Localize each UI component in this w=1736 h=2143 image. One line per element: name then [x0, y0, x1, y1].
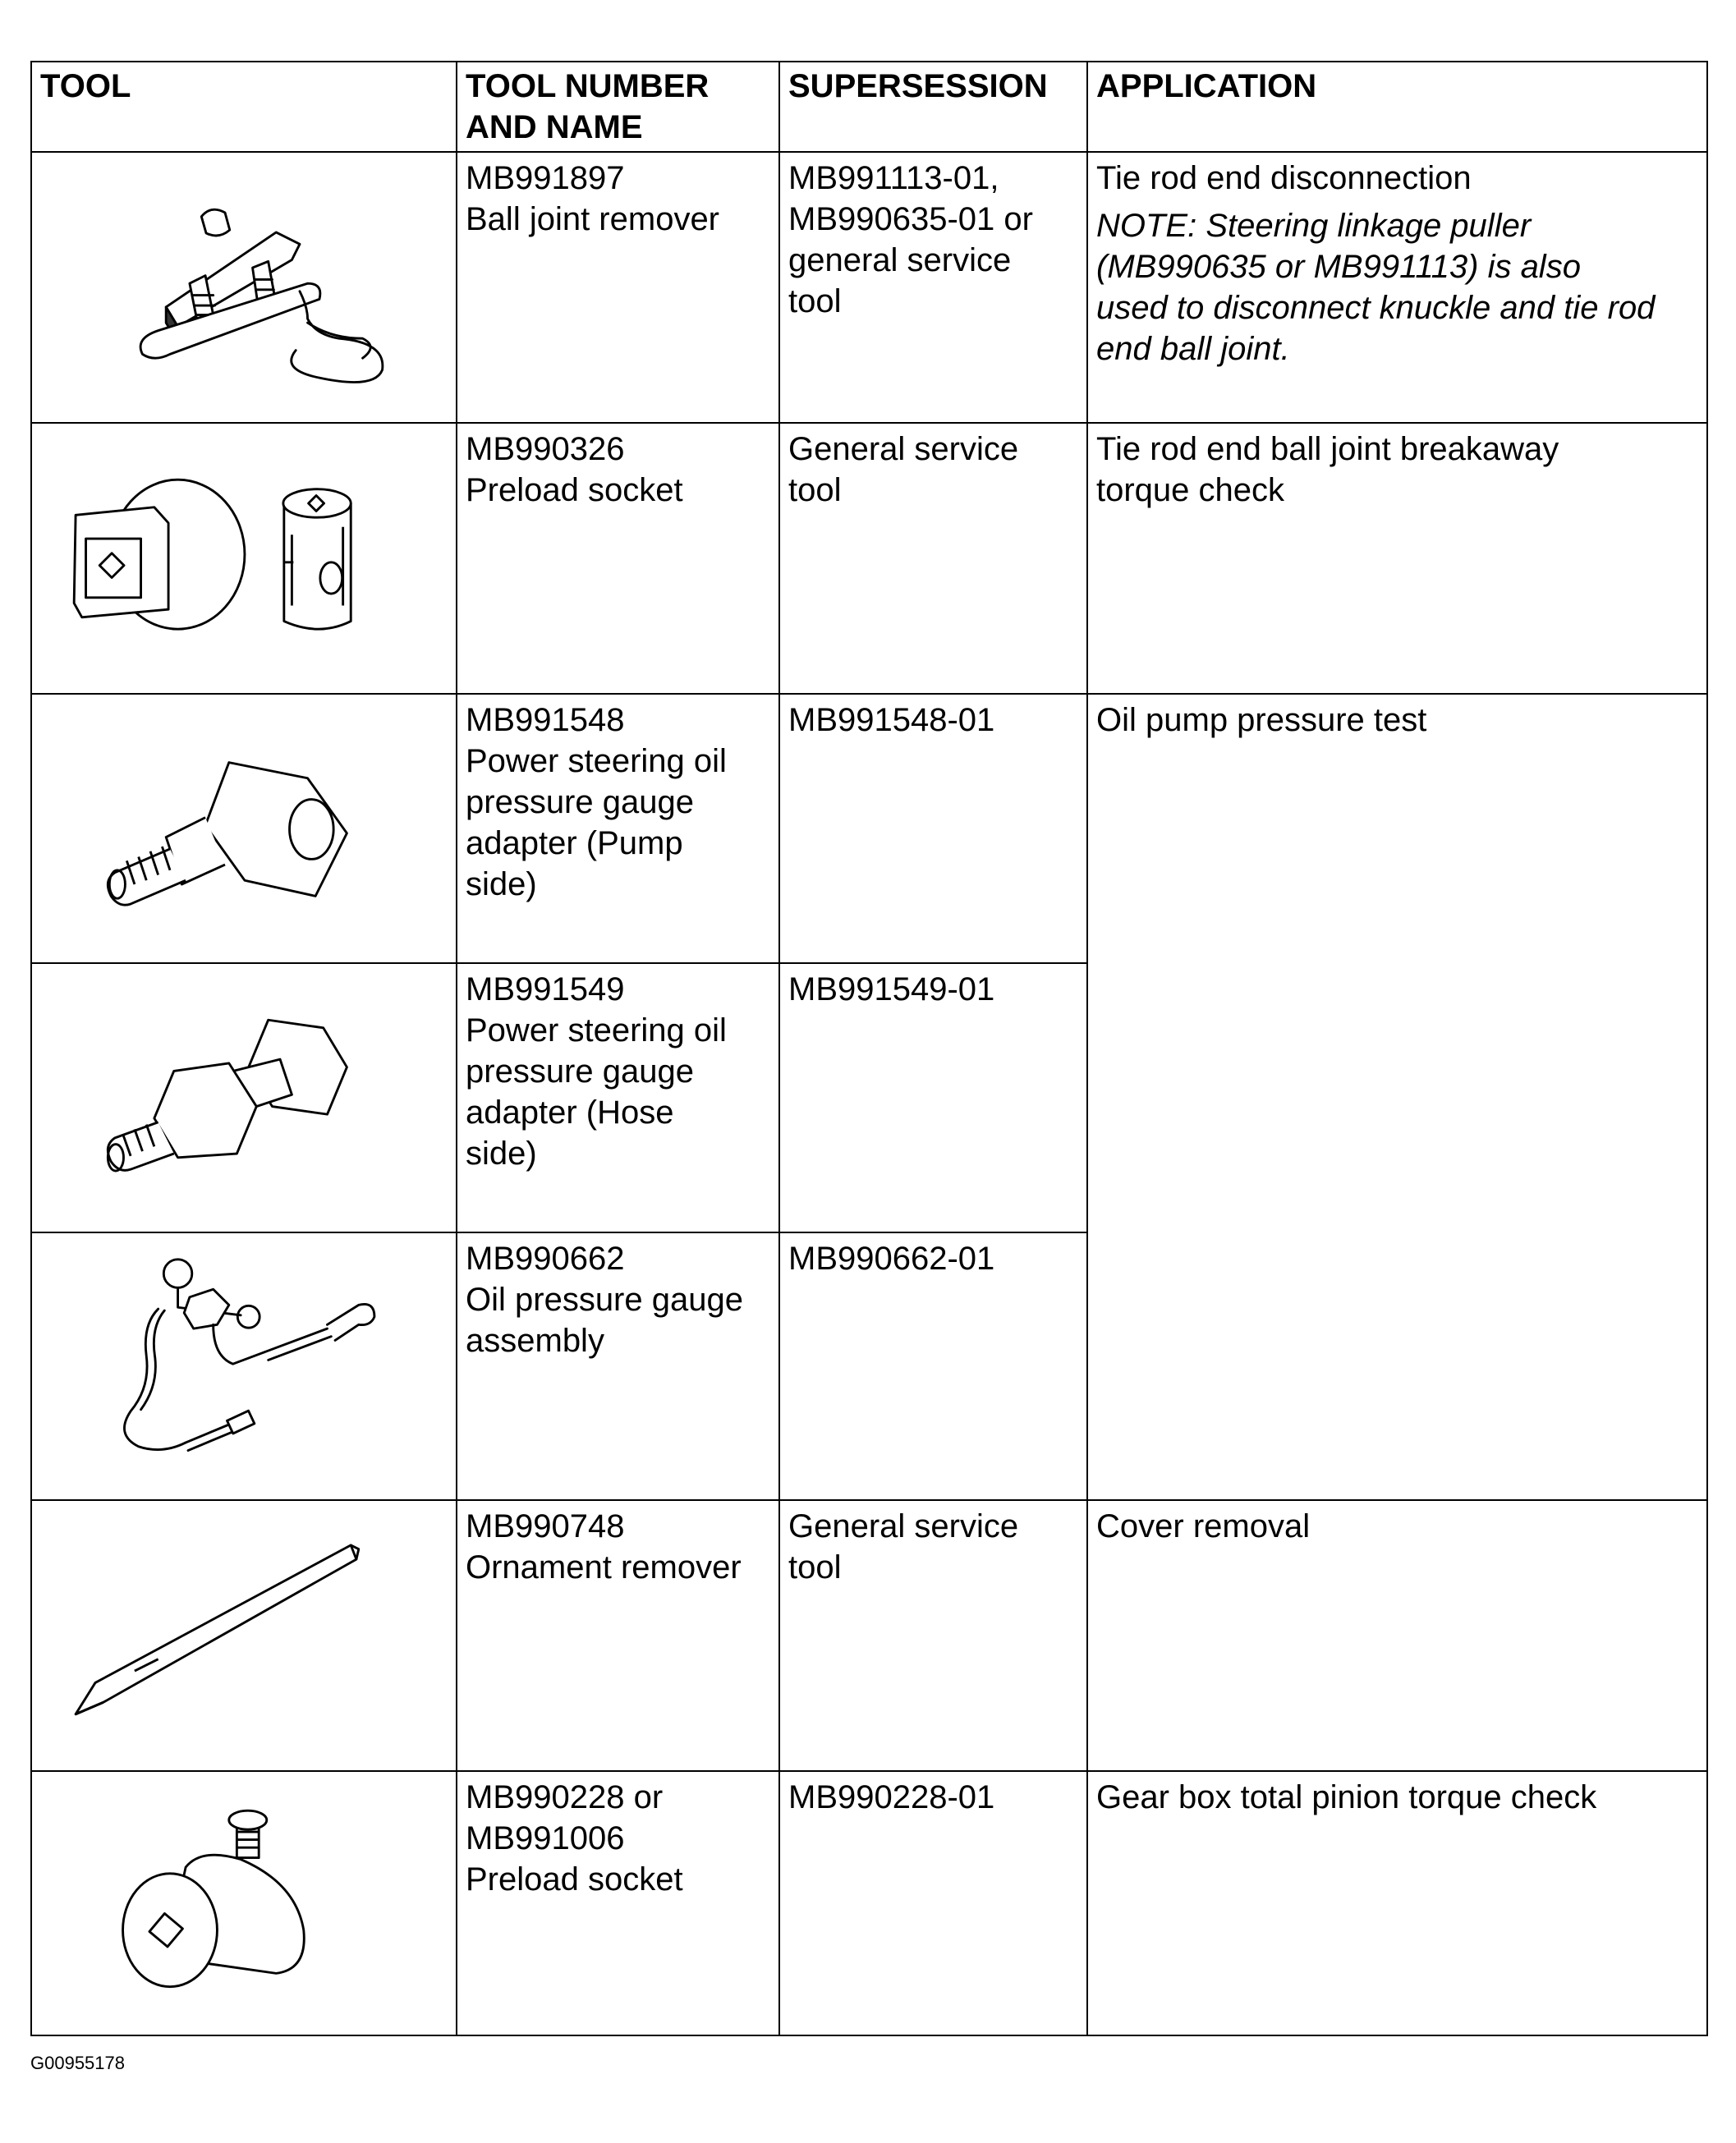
supersession-line: tool	[788, 283, 842, 319]
tool-name-line: side)	[466, 1136, 537, 1172]
tool-name-line: Power steering oil	[466, 1012, 727, 1049]
tool-number-line: MB991549	[466, 971, 625, 1007]
preload-socket-icon	[31, 423, 457, 694]
note-line: used to disconnect knuckle and tie rod	[1096, 290, 1656, 326]
special-tools-table	[30, 61, 1708, 2036]
tool-name-line: assembly	[466, 1323, 604, 1359]
tool-name-line: side)	[466, 866, 537, 902]
tool-number-line: MB990326	[466, 431, 625, 467]
application-cell	[1087, 1771, 1707, 2035]
ornament-remover-icon	[31, 1500, 457, 1771]
tool-name-line: Ornament remover	[466, 1549, 742, 1585]
tool-number-cell	[457, 694, 779, 963]
note-line: (MB990635 or MB991113) is also	[1096, 249, 1581, 285]
supersession-line: MB991548-01	[788, 702, 995, 738]
application-text: Tie rod end disconnection	[1096, 160, 1472, 196]
supersession-cell	[779, 1500, 1087, 1771]
application-cell	[1087, 423, 1707, 694]
tool-number-cell	[457, 1500, 779, 1771]
tool-name-line: pressure gauge	[466, 1053, 694, 1090]
tool-number-cell	[457, 963, 779, 1232]
tool-number-line: MB990662	[466, 1241, 625, 1277]
application-text: Oil pump pressure test	[1096, 702, 1427, 738]
hose-side-adapter-icon	[31, 963, 457, 1232]
application-line: Tie rod end ball joint breakaway	[1096, 431, 1559, 467]
supersession-cell	[779, 694, 1087, 963]
supersession-line: general service	[788, 242, 1012, 278]
pump-side-adapter-icon	[31, 694, 457, 963]
application-line: torque check	[1096, 472, 1285, 508]
tool-number-line: MB990748	[466, 1508, 625, 1544]
oil-pressure-gauge-icon	[31, 1232, 457, 1500]
table-row	[31, 694, 1707, 963]
header-tool: TOOL	[31, 62, 457, 152]
table-row	[31, 1500, 1707, 1771]
supersession-line: MB990662-01	[788, 1241, 995, 1277]
gearbox-preload-socket-icon	[31, 1771, 457, 2035]
tool-number-cell	[457, 423, 779, 694]
supersession-line: General service	[788, 1508, 1019, 1544]
application-text: Gear box total pinion torque check	[1096, 1779, 1597, 1815]
header-application: APPLICATION	[1087, 62, 1707, 152]
application-cell	[1087, 694, 1707, 1500]
supersession-line: MB990635-01 or	[788, 201, 1033, 237]
table-row	[31, 423, 1707, 694]
ball-joint-remover-icon	[31, 152, 457, 423]
application-cell	[1087, 1500, 1707, 1771]
supersession-cell	[779, 423, 1087, 694]
tool-number-line: MB991897	[466, 160, 625, 196]
tool-number-cell	[457, 152, 779, 423]
application-text: Cover removal	[1096, 1508, 1311, 1544]
supersession-line: tool	[788, 1549, 842, 1585]
header-tool-number	[457, 62, 779, 152]
supersession-cell	[779, 1232, 1087, 1500]
tool-name-line: Oil pressure gauge	[466, 1282, 743, 1318]
header-tool-number-line: TOOL NUMBER	[466, 68, 710, 104]
tool-name-line: Ball joint remover	[466, 201, 720, 237]
figure-code: G00955178	[30, 2053, 125, 2073]
tool-name-line: Preload socket	[466, 1861, 683, 1897]
header-tool-number-line: AND NAME	[466, 109, 643, 145]
supersession-line: tool	[788, 472, 842, 508]
supersession-cell	[779, 1771, 1087, 2035]
supersession-line: MB990228-01	[788, 1779, 995, 1815]
tool-number-line: MB990228 or	[466, 1779, 664, 1815]
header-row	[31, 62, 1707, 152]
tool-number-cell	[457, 1232, 779, 1500]
supersession-line: General service	[788, 431, 1019, 467]
table-row	[31, 1771, 1707, 2035]
table-row	[31, 152, 1707, 423]
tool-number-line: MB991548	[466, 702, 625, 738]
supersession-line: MB991549-01	[788, 971, 995, 1007]
application-cell	[1087, 152, 1707, 423]
tool-name-line: pressure gauge	[466, 784, 694, 820]
tool-name-line: adapter (Pump	[466, 825, 683, 861]
tool-name-line: adapter (Hose	[466, 1094, 674, 1131]
tool-name-line: Preload socket	[466, 472, 683, 508]
application-note	[1096, 205, 1698, 369]
tool-number-line: MB991006	[466, 1820, 625, 1856]
note-line: end ball joint.	[1096, 331, 1290, 367]
tool-name-line: Power steering oil	[466, 743, 727, 779]
note-line: NOTE: Steering linkage puller	[1096, 208, 1532, 244]
supersession-line: MB991113-01,	[788, 160, 999, 196]
header-supersession: SUPERSESSION	[779, 62, 1087, 152]
supersession-cell	[779, 152, 1087, 423]
tool-number-cell	[457, 1771, 779, 2035]
supersession-cell	[779, 963, 1087, 1232]
